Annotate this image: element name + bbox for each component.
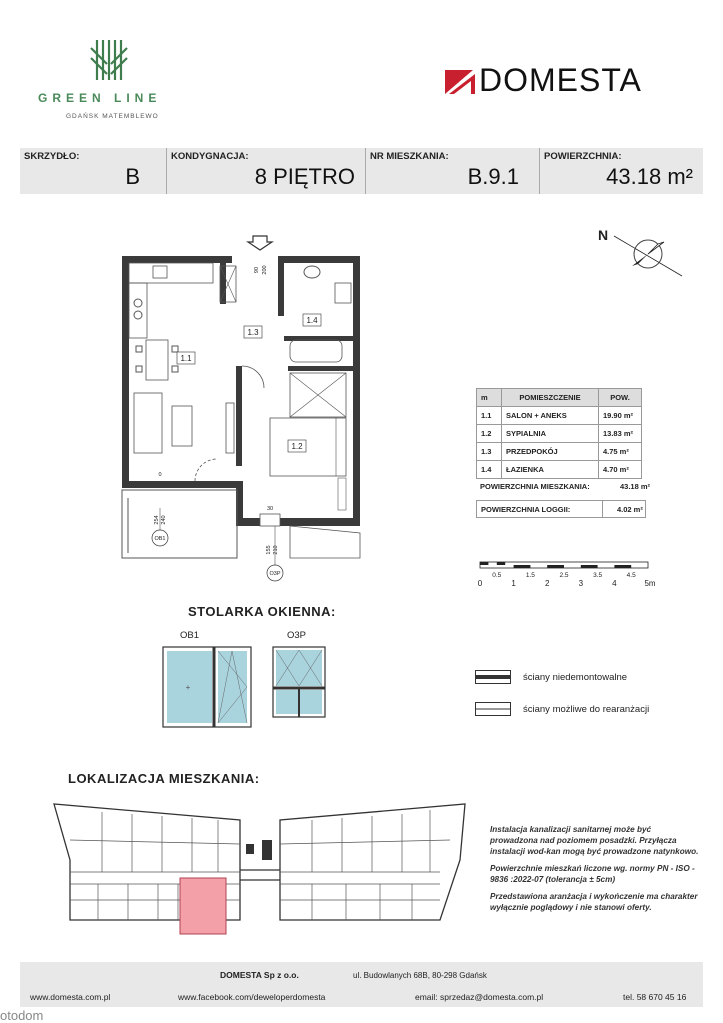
- window-tag-o3p: O3P: [269, 571, 281, 577]
- room-area: 4.75 m²: [599, 443, 642, 461]
- apartment-highlight: [180, 878, 226, 934]
- domesta-logo-text: DOMESTA: [479, 62, 642, 98]
- table-row: [477, 461, 642, 479]
- footer-email-link[interactable]: email: sprzedaz@domesta.com.pl: [415, 992, 544, 1002]
- room-no: 1.2: [477, 425, 502, 443]
- windows-title: STOLARKA OKIENNA:: [188, 604, 336, 619]
- rooms-table-header: [477, 389, 642, 407]
- scale-tick: 1: [511, 579, 516, 588]
- room-area: 19.90 m²: [599, 407, 642, 425]
- room-label-1-4: 1.4: [306, 316, 318, 325]
- scale-tick: 2: [544, 579, 550, 588]
- header-no: m: [477, 389, 502, 407]
- room-no: 1.3: [477, 443, 502, 461]
- floor-plan: [100, 228, 400, 588]
- window-label-ob1: OB1: [180, 630, 200, 641]
- dim-90: 90: [254, 266, 260, 274]
- dim-30: 30: [266, 506, 274, 512]
- note-area-standard: Powierzchnie mieszkań liczone wg. normy PN - ISO - 9836 :2022-07 (tolerancja ± 5cm): [490, 864, 695, 884]
- window-label-o3p: O3P: [287, 630, 307, 641]
- window-o3p-drawing: [272, 646, 326, 718]
- room-area: 4.70 m²: [599, 461, 642, 479]
- location-title: LOKALIZACJA MIESZKANIA:: [68, 771, 260, 786]
- dim-254: 254: [154, 515, 160, 525]
- building-location-plan: [50, 800, 470, 945]
- scale-tick: 5m: [644, 579, 656, 588]
- scale-tick: 0.5: [492, 572, 502, 579]
- table-row: [477, 443, 642, 461]
- header-room: POMIESZCZENIE: [502, 389, 599, 407]
- legend-fixed-walls-label: ściany niedemontowalne: [523, 671, 628, 683]
- table-row: [477, 425, 642, 443]
- fixed-wall-symbol-icon: [475, 670, 511, 684]
- greenline-name: GREEN LINE: [38, 91, 162, 105]
- scale-bar: [476, 556, 656, 592]
- area-value: 43.18 m²: [606, 164, 693, 189]
- dim-0: 0: [158, 472, 162, 478]
- floor-cell: [167, 148, 366, 194]
- room-name: PRZEDPOKÓJ: [502, 443, 599, 461]
- scale-tick: 4: [612, 579, 617, 588]
- room-label-1-3: 1.3: [247, 328, 259, 337]
- scale-tick: 3.5: [593, 572, 603, 579]
- scale-tick: 1.5: [525, 572, 535, 579]
- domesta-logo-icon: [445, 66, 477, 94]
- room-name: SYPIALNIA: [502, 425, 599, 443]
- total-area-label: POWIERZCHNIA MIESZKANIA:: [480, 482, 590, 491]
- greenline-subtitle: GDAŃSK MATEMBLEWO: [66, 113, 159, 120]
- watermark: otodom: [0, 1008, 44, 1023]
- apartment-info-bar: [20, 148, 703, 194]
- rooms-table: [476, 388, 642, 479]
- svg-text:+: +: [185, 683, 191, 692]
- room-name: ŁAZIENKA: [502, 461, 599, 479]
- compass-north-icon: [592, 220, 692, 280]
- wing-cell: [20, 148, 167, 194]
- footer-address: ul. Budowlanych 68B, 80-298 Gdańsk: [353, 971, 487, 980]
- total-area-value: 43.18 m²: [620, 482, 651, 491]
- room-area: 13.83 m²: [599, 425, 642, 443]
- dim-210: 210: [273, 545, 279, 555]
- window-ob1-drawing: [162, 646, 252, 728]
- dim-200: 200: [262, 265, 268, 275]
- apartment-number-label: NR MIESZKANIA:: [370, 151, 449, 162]
- floor-value: 8 PIĘTRO: [254, 164, 355, 189]
- scale-tick: 3: [578, 579, 584, 588]
- loggia-area-label: POWIERZCHNIA LOGGII:: [481, 505, 571, 514]
- room-no: 1.4: [477, 461, 502, 479]
- room-no: 1.1: [477, 407, 502, 425]
- header-area: POW.: [599, 389, 642, 407]
- floor-label: KONDYGNACJA:: [171, 151, 249, 162]
- dim-155: 155: [266, 545, 272, 555]
- loggia-area-value: 4.02 m²: [617, 505, 643, 514]
- scale-tick: 0: [477, 579, 483, 588]
- apartment-number-cell: [366, 148, 540, 194]
- footer-facebook-link[interactable]: www.facebook.com/deweloperdomesta: [178, 992, 326, 1002]
- footer: [20, 962, 703, 1007]
- table-row: [477, 407, 642, 425]
- area-cell: [540, 148, 703, 194]
- legend-movable-walls: [475, 702, 649, 716]
- room-label-1-2: 1.2: [291, 442, 303, 451]
- footer-website-link[interactable]: www.domesta.com.pl: [30, 992, 111, 1002]
- notes-block: [490, 824, 700, 919]
- wing-label: SKRZYDŁO:: [24, 151, 80, 162]
- scale-tick: 2.5: [559, 572, 569, 579]
- svg-text:N: N: [598, 227, 609, 243]
- area-label: POWIERZCHNIA:: [544, 151, 622, 162]
- footer-phone: tel. 58 670 45 16: [623, 992, 687, 1002]
- note-installation: Instalacja kanalizacji sanitarnej może być prowadzona nad poziomem posadzki. Przyłącza instalacji wod-kan mogą być prowadzone natynkowo.: [490, 825, 699, 856]
- room-label-1-1: 1.1: [180, 354, 192, 363]
- window-tag-ob1: OB1: [154, 536, 166, 542]
- movable-wall-symbol-icon: [475, 702, 511, 716]
- dim-240: 240: [161, 515, 167, 525]
- room-name: SALON + ANEKS: [502, 407, 599, 425]
- wing-value: B: [125, 164, 140, 189]
- legend-movable-walls-label: ściany możliwe do rearanżacji: [523, 703, 650, 715]
- legend-fixed-walls: [475, 670, 627, 684]
- footer-company: DOMESTA Sp z o.o.: [220, 970, 299, 980]
- apartment-number-value: B.9.1: [467, 164, 519, 189]
- scale-tick: 4.5: [626, 572, 636, 579]
- note-disclaimer: Przedstawiona aranżacja i wykończenie ma charakter wyłącznie poglądowy i nie stanowi oferty.: [490, 892, 698, 912]
